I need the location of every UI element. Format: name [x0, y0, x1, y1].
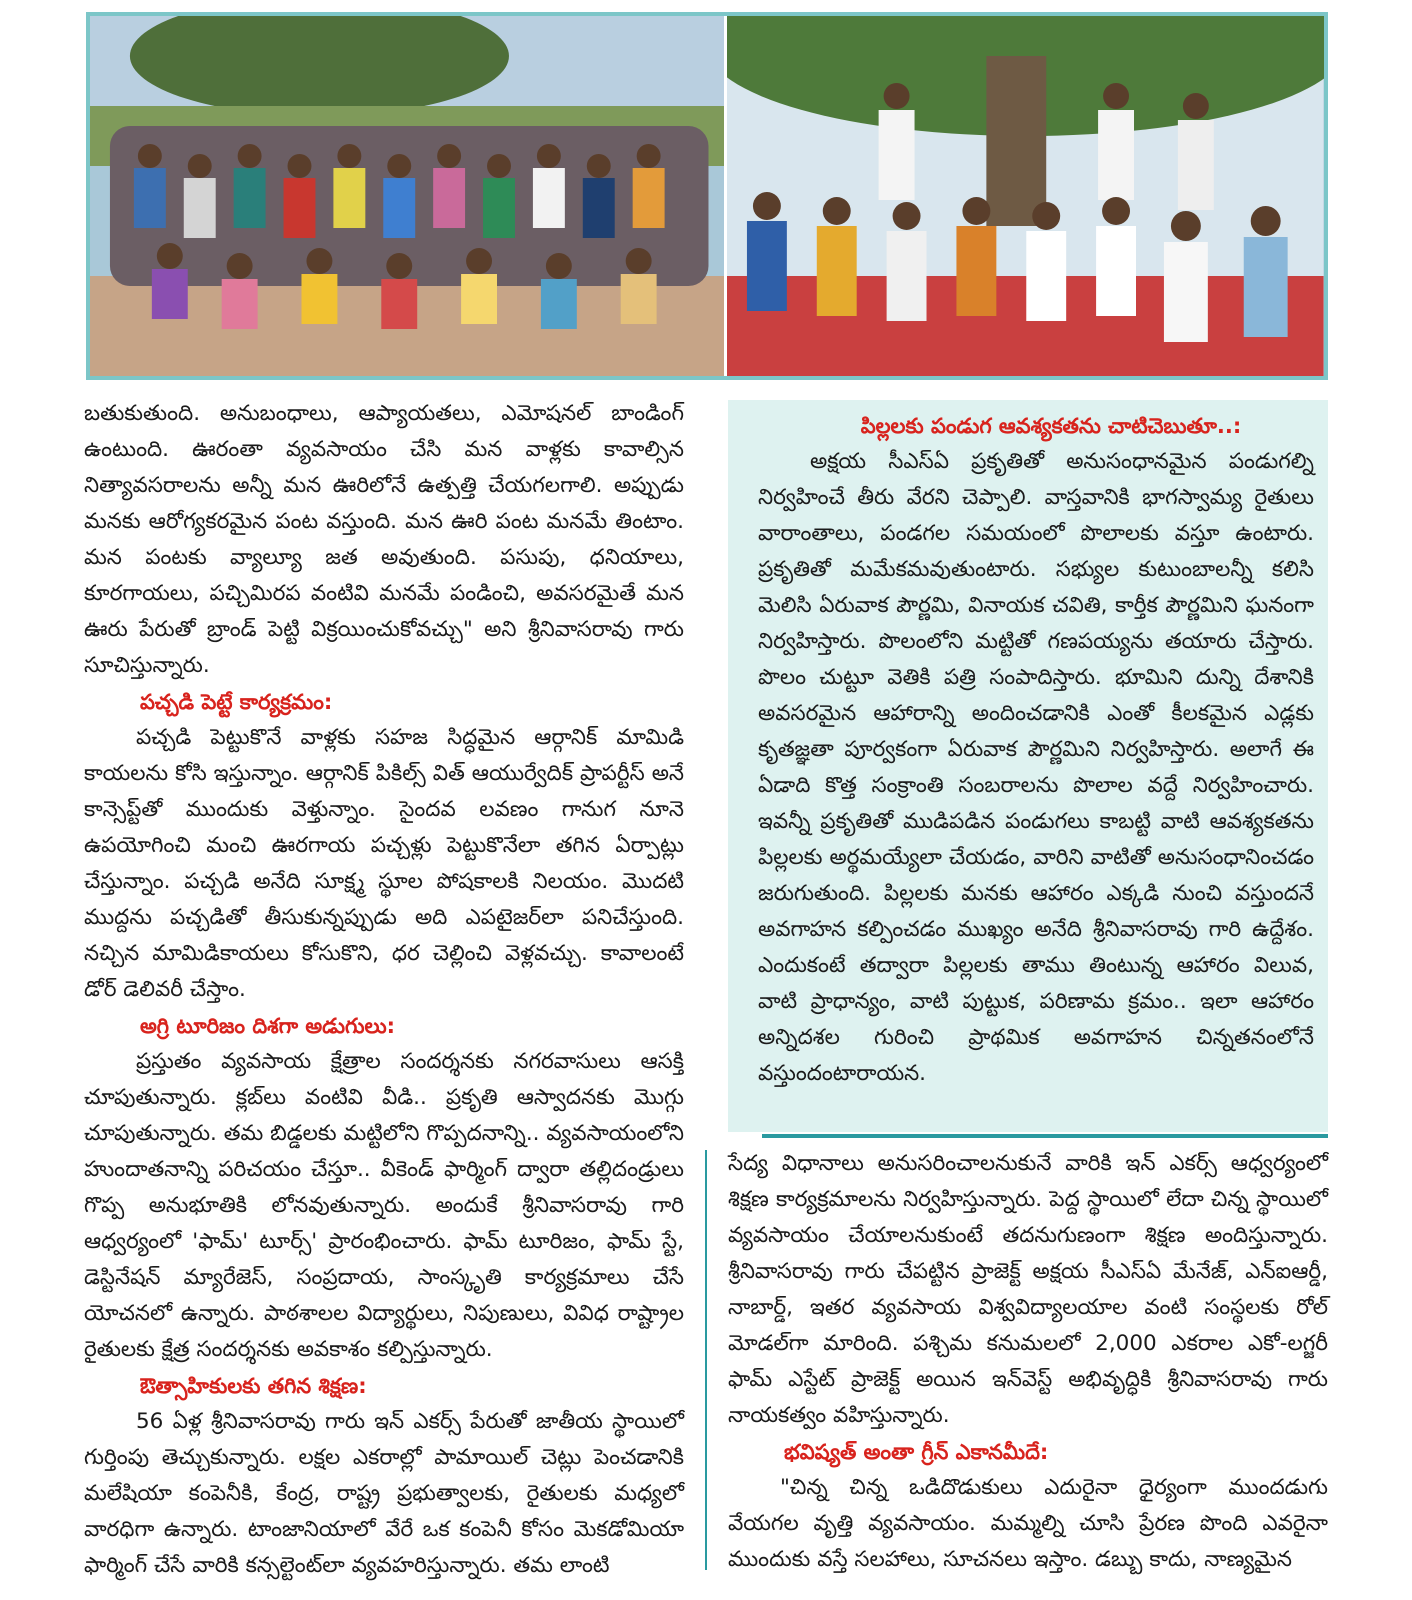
heading-green-economy: భవిష్యత్ అంతా గ్రీన్ ఎకానమీదే: [784, 1440, 1049, 1464]
heading-agri-tourism: అగ్రి టూరిజం దిశగా అడుగులు: [140, 1014, 396, 1038]
heading-festival: పిల్లలకు పండుగ ఆవశ్యకతను చాటిచెబుతూ..: [860, 414, 1242, 438]
group-photo-children [90, 16, 724, 376]
right-column [728, 1146, 1328, 1578]
paragraph-intro: బతుకుతుంది. అనుబంధాలు, ఆప్యాయతలు, ఎమోషనల్ బాండింగ్ ఉంటుంది. ఊరంతా వ్యవసాయం చేసి మన వాళ్లకు కావాల్సిన నిత్యావసరాలను అన్నీ మన ఊరిలోనే ఉత్పత్తి చేయగలగాలి. అప్పుడు మనకు ఆరోగ్యకరమైన పంట వస్తుంది. మన ఊరి పంట మనమే తింటాం. మన పంటకు వ్యాల్యూ జత అవుతుంది. పసుపు, ధనియాలు, కూరగాయలు, పచ్చిమిరప వంటివి మనమే పండించి, అవసరమైతే మన ఊరు పేరుతో బ్రాండ్ పెట్టి విక్రయించుకోవచ్చు" అని శ్రీనివాసరావు గారు సూచిస్తున్నారు. [84, 401, 684, 678]
paragraph-training: 56 ఏళ్ల శ్రీనివాసరావు గారు ఇన్ ఎకర్స్ పేరుతో జాతీయ స్థాయిలో గుర్తింపు తెచ్చుకున్నారు. లక్షల ఎకరాల్లో పామాయిల్ చెట్లు పెంచడానికి మలేషియా కంపెనీకి, కేంద్ర, రాష్ట్ర ప్రభుత్వాలకు, రైతులకు మధ్యలో వారధిగా ఉన్నారు. టాంజానియాలో వేరే ఒక కంపెనీ కోసం మెకడోమియా ఫార్మింగ్ చేసే వారికి కన్సల్టెంట్‌లా వ్యవహరిస్తున్నారు. తమ లాంటి [84, 1409, 684, 1578]
paragraph-green-economy: "చిన్న చిన్న ఒడిదొడుకులు ఎదురైనా ధైర్యంగా ముందడుగు వేయగల వృత్తి వ్యవసాయం. మమ్మల్ని చూసి ప్రేరణ పొంది ఎవరైనా ముందుకు వస్తే సలహాలు, సూచనలు ఇస్తాం. డబ్బు కాదు, నాణ్యమైన [728, 1475, 1328, 1572]
paragraph-agri-tourism: ప్రస్తుతం వ్యవసాయ క్షేత్రాల సందర్శనకు నగరవాసులు ఆసక్తి చూపుతున్నారు. క్లబ్‌లు వంటివి వీడి.. ప్రకృతి ఆస్వాదనకు మొగ్గు చూపుతున్నారు. తమ బిడ్డలకు మట్టిలోని గొప్పదనాన్ని.. వ్యవసాయంలోని హుందాతనాన్ని పరిచయం చేస్తూ.. వీకెండ్ ఫార్మింగ్ ద్వారా తల్లిదండ్రులు గొప్ప అనుభూతికి లోనవుతున్నారు. అందుకే శ్రీనివాసరావు గారి ఆధ్వర్యంలో 'ఫామ్' టూర్స్' ప్రారంభించారు. ఫామ్ టూరిజం, ఫామ్ స్టే, డెస్టినేషన్ మ్యారేజెస్, సంప్రదాయ, సాంస్కృతి కార్యక్రమాలు చేసే యోచనలో ఉన్నారు. పాఠశాలల విద్యార్థులు, నిపుణులు, వివిధ రాష్ట్రాల రైతులకు క్షేత్ర సందర్శనకు అవకాశం కల్పిస్తున్నారు. [84, 1049, 684, 1362]
paragraph-festival: అక్షయ సీఎస్ఏ ప్రకృతితో అనుసంధానమైన పండుగల్ని నిర్వహించే తీరు వేరని చెప్పాలి. వాస్తవానికి భాగస్వామ్య రైతులు వారాంతాలు, పండగల సమయంలో పొలాలకు వస్తూ ఉంటారు. ప్రకృతితో మమేకమవుతుంటారు. సభ్యుల కుటుంబాలన్నీ కలిసి మెలిసి ఏరువాక పౌర్ణమి, వినాయక చవితి, కార్తీక పౌర్ణమిని ఘనంగా నిర్వహిస్తారు. పొలంలోని మట్టితో గణపయ్యను తయారు చేస్తారు. పొలం చుట్టూ వెతికి పత్రి సంపాదిస్తారు. భూమిని దున్ని దేశానికి అవసరమైన ఆహారాన్ని అందించడానికి ఎంతో కీలకమైన ఎడ్లకు కృతజ్ఞతా పూర్వకంగా ఏరువాక పౌర్ణమిని నిర్వహిస్తారు. అలాగే ఈ ఏడాది కొత్త సంక్రాంతి సంబరాలను పొలాల వద్దే నిర్వహించారు. ఇవన్నీ ప్రకృతితో ముడిపడిన పండుగలు కాబట్టి వాటి ఆవశ్యకతను పిల్లలకు అర్థమయ్యేలా చేయడం, వారిని వాటితో అనుసంధానించడం జరుగుతుంది. పిల్లలకు మనకు ఆహారం ఎక్కడి నుంచి వస్తుందనే అవగాహన కల్పించడం ముఖ్యం అనేది శ్రీనివాసరావు గారి ఉద్దేశం. ఎందుకంటే తద్వారా పిల్లలకు తాము తింటున్న ఆహారం విలువ, వాటి ప్రాధాన్యం, వాటి పుట్టుక, పరిణామ క్రమం.. ఇలా ఆహారం అన్నిదశల గురించి ప్రాథమిక అవగాహన చిన్నతనంలోనే వస్తుందంటారాయన. [758, 449, 1314, 1086]
paragraph-pickle-program: పచ్చడి పెట్టుకొనే వాళ్లకు సహజ సిద్ధమైన ఆర్గానిక్ మామిడి కాయలను కోసి ఇస్తున్నాం. ఆర్గానిక్ పికిల్స్ విత్ ఆయుర్వేదిక్ ప్రాపర్టీస్ అనే కాన్సెప్ట్‌తో ముందుకు వెళ్తున్నాం. సైందవ లవణం గానుగ నూనె ఉపయోగించి మంచి ఊరగాయ పచ్చళ్లు పెట్టుకొనేలా తగిన ఏర్పాట్లు చేస్తున్నాం. పచ్చడి అనేది సూక్ష్మ స్థూల పోషకాలకి నిలయం. మొదటి ముద్దను పచ్చడితో తీసుకున్నప్పుడు అది ఎపటైజర్‌లా పనిచేస్తుంది. నచ్చిన మామిడికాయలు కోసుకొని, ధర చెల్లించి వెళ్లవచ్చు. కావాలంటే డోర్ డెలివరీ చేస్తాం. [84, 725, 684, 1002]
divider-vertical [705, 1150, 707, 1570]
heading-training: ఔత్సాహికులకు తగిన శిక్షణ: [140, 1374, 367, 1398]
photo-strip [86, 12, 1328, 380]
group-photo-guests [724, 16, 1324, 376]
heading-pickle-program: పచ్చడి పెట్టే కార్యక్రమం: [140, 690, 333, 714]
sidebar-box-festival [728, 400, 1328, 1132]
left-column [84, 396, 684, 1584]
divider-horizontal [762, 1134, 1328, 1138]
paragraph-training-continued: సేద్య విధానాలు అనుసరించాలనుకునే వారికి ఇన్ ఎకర్స్ ఆధ్వర్యంలో శిక్షణ కార్యక్రమాలను నిర్వహిస్తున్నారు. పెద్ద స్థాయిలో లేదా చిన్న స్థాయిలో వ్యవసాయం చేయాలనుకుంటే తదనుగుణంగా శిక్షణ అందిస్తున్నారు. శ్రీనివాసరావు గారు చేపట్టిన ప్రాజెక్ట్ అక్షయ సీఎస్ఏ మేనేజ్, ఎన్ఐఆర్డీ, నాబార్డ్, ఇతర వ్యవసాయ విశ్వవిద్యాలయాల వంటి సంస్థలకు రోల్ మోడల్‌గా మారింది. పశ్చిమ కనుమలలో 2,000 ఎకరాల ఎకో-లగ్జరీ ఫామ్ ఎస్టేట్ ప్రాజెక్ట్ అయిన ఇన్‌వెస్ట్ అభివృద్ధికి శ్రీనివాసరావు గారు నాయకత్వం వహిస్తున్నారు. [728, 1151, 1328, 1428]
